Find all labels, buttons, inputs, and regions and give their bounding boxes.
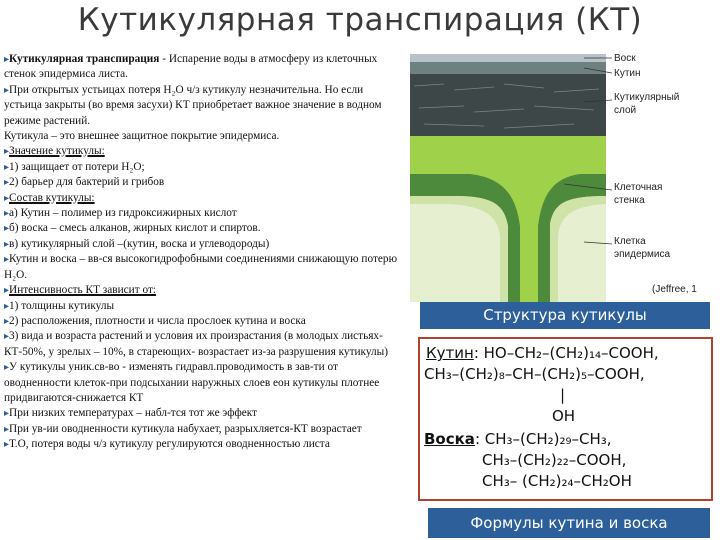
formulas-box <box>418 337 713 501</box>
formula-wax-3: CH₃– (CH₂)₂₄–CH₂OH <box>482 472 632 490</box>
paragraph: ▸ 3) вида и возраста растений и условия их произрастания (в молодых листьях-КТ-50%, у зрелых – 10%, в стареющих- возрастает из-за разрушения кутикулы) <box>4 329 402 360</box>
paragraph: ▸ Т.О, потеря воды ч/з кутикулу регулируются оводненностью листа <box>4 437 402 452</box>
paragraph: ▸ 2) расположения, плотности и числа прослоек кутина и воска <box>4 314 402 329</box>
label-cutin: Кутин <box>614 68 641 79</box>
label-cuticular-layer: Кутикулярный <box>614 92 680 103</box>
label-cuticular-layer-2: слой <box>614 105 637 116</box>
formula-wax-1: Воска: CH₃–(CH₂)₂₉–CH₃, <box>424 430 612 448</box>
caption-structure: Структура кутикулы <box>420 302 710 329</box>
slide-title: Кутикулярная транспирация (КТ) <box>77 2 643 38</box>
paragraph: ▸ Значение кутикулы: <box>4 144 402 159</box>
paragraph: ▸ в) кутикулярный слой –(кутин, воска и углеводороды) <box>4 237 402 252</box>
paragraph: ▸ Состав кутикулы: <box>4 191 402 206</box>
paragraph: ▸ а) Кутин – полимер из гидроксижирных кислот <box>4 206 402 221</box>
paragraph: ▸ 2) барьер для бактерий и грибов <box>4 175 402 190</box>
paragraph: Кутикула – это внешнее защитное покрытие эпидермиса. <box>4 130 280 143</box>
body-text <box>4 52 402 453</box>
label-epidermal-cell: Клетка <box>614 236 646 247</box>
figure-credit: (Jeffree, 1 <box>652 284 697 295</box>
label-cell-wall-2: стенка <box>614 195 645 206</box>
formula-cutin-2: CH₃–(CH₂)₈–CH–(CH₂)₅–COOH, <box>424 365 645 383</box>
paragraph: ▸ Кутикулярная транспирация - Испарение воды в атмосферу из клеточных стенок эпидермиса листа. <box>4 52 402 83</box>
paragraph: ▸ 1) защищает от потери H₂O; <box>4 160 402 175</box>
formula-cutin-3: | <box>560 386 566 404</box>
paragraph: ▸ При ув-ии оводненности кутикула набухает, разрыхляется-КТ возрастает <box>4 422 402 437</box>
paragraph: ▸ При низких температурах – набл-тся тот же эффект <box>4 406 402 421</box>
paragraph: ▸ 1) толщины кутикулы <box>4 299 402 314</box>
formula-cutin-1: Кутин: HO–CH₂–(CH₂)₁₄–COOH, <box>426 344 659 362</box>
caption-formulas: Формулы кутина и воска <box>428 508 710 538</box>
label-cell-wall: Клеточная <box>614 182 663 193</box>
cuticle-structure-figure <box>404 46 716 302</box>
label-wax: Воск <box>614 53 636 64</box>
paragraph: ▸ При открытых устьицах потеря H₂O ч/з кутикулу незначительна. Но если устьица закрыты (во время засухи) КТ приобретает важное значение в водном режиме растений. <box>4 83 402 129</box>
paragraph: ▸ Кутин и воска – вв-ся высокогидрофобными соединениями снижающую потерю H₂O. <box>4 252 402 283</box>
paragraph: ▸ У кутикулы уник.св-во - изменять гидравл.проводимость в зав-ти от оводненности клеток-при подсыхании наружных слоев еон кутикулы плотнее придвигаются-снижается КТ <box>4 360 402 406</box>
label-epidermal-cell-2: эпидермиса <box>614 249 671 260</box>
formula-cutin-4: OH <box>552 407 576 425</box>
paragraph: ▸ б) воска – смесь алканов, жирных кислот и спиртов. <box>4 221 402 236</box>
formula-wax-2: CH₃–(CH₂)₂₂–COOH, <box>482 451 627 469</box>
paragraph: ▸ Интенсивность КТ зависит от: <box>4 283 402 298</box>
